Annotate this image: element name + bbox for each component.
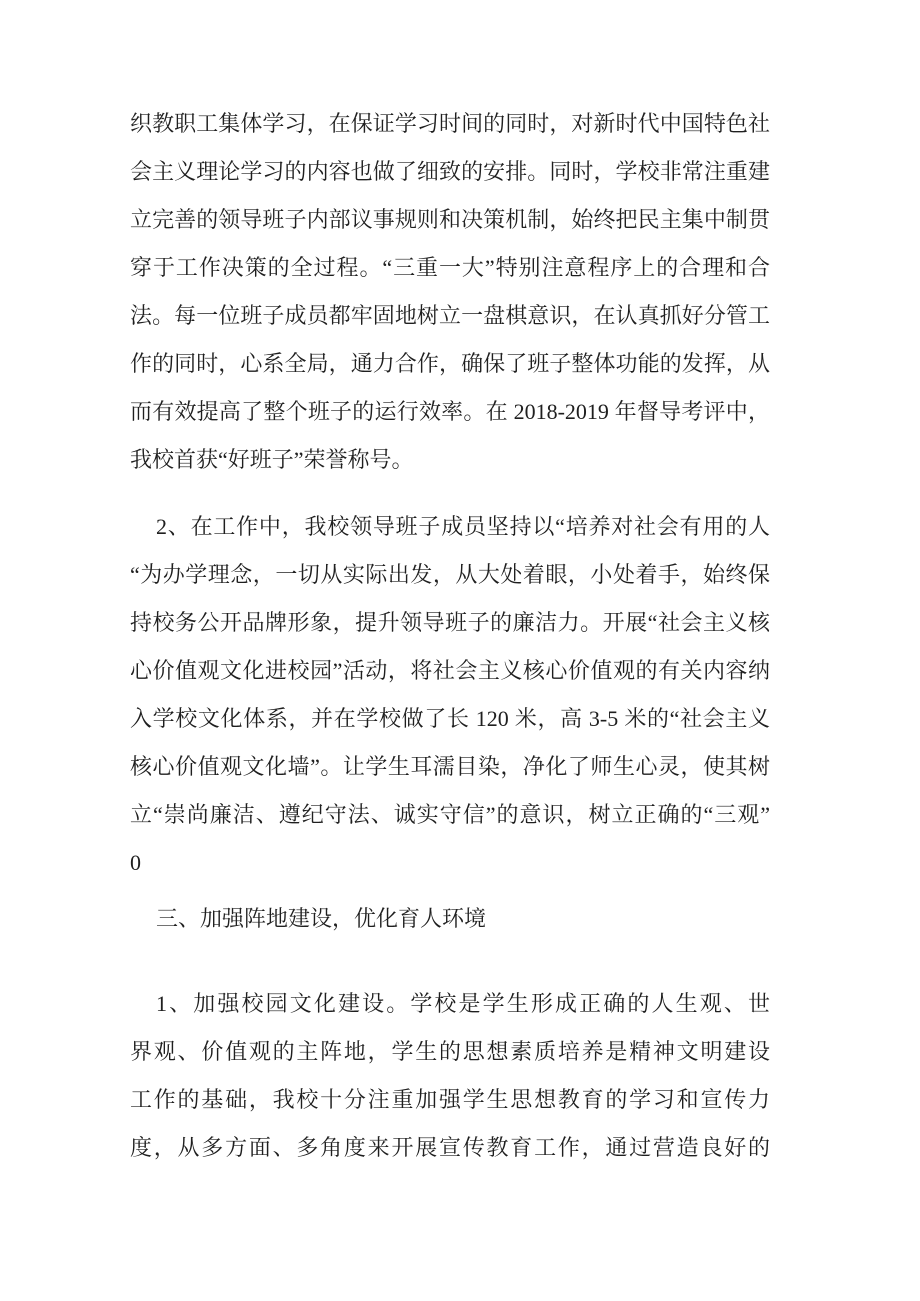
text-line: 立完善的领导班子内部议事规则和决策机制，始终把民主集中制贯: [130, 207, 770, 232]
paragraph-1: [130, 100, 770, 484]
text-line: 我校首获“好班子”荣誉称号。: [130, 447, 414, 472]
text-line: 会主义理论学习的内容也做了细致的安排。同时，学校非常注重建: [130, 159, 770, 184]
text-line: 界观、价值观的主阵地，学生的思想素质培养是精神文明建设: [130, 1039, 770, 1064]
text-line: “为办学理念，一切从实际出发，从大处着眼，小处着手，始终保: [130, 562, 770, 587]
text-line: 度，从多方面、多角度来开展宣传教育工作，通过营造良好的: [130, 1135, 770, 1160]
text-line: 立“崇尚廉洁、遵纪守法、诚实守信”的意识，树立正确的“三观”: [130, 802, 770, 827]
paragraph-3: [130, 980, 770, 1172]
text-line: 入学校文化体系，并在学校做了长 120 米，高 3-5 米的“社会主义: [130, 706, 770, 731]
text-line: 持校务公开品牌形象，提升领导班子的廉洁力。开展“社会主义核: [130, 610, 770, 635]
text-line: 织教职工集体学习，在保证学习时间的同时，对新时代中国特色社: [130, 111, 770, 136]
paragraph-2: [130, 503, 770, 887]
text-line: 穿于工作决策的全过程。“三重一大”特别注意程序上的合理和合: [130, 255, 770, 280]
text-line: 2、在工作中，我校领导班子成员坚持以“培养对社会有用的人: [156, 514, 770, 539]
text-line: 法。每一位班子成员都牢固地树立一盘棋意识，在认真抓好分管工: [130, 303, 770, 328]
text-line: 工作的基础，我校十分注重加强学生思想教育的学习和宣传力: [130, 1087, 770, 1112]
section-heading: 三、加强阵地建设，优化育人环境: [156, 906, 487, 931]
text-line: 心价值观文化进校园”活动，将社会主义核心价值观的有关内容纳: [130, 658, 770, 683]
text-line: 作的同时，心系全局，通力合作，确保了班子整体功能的发挥，从: [130, 351, 770, 376]
text-line: 1、加强校园文化建设。学校是学生形成正确的人生观、世: [156, 991, 770, 1016]
text-line: 而有效提高了整个班子的运行效率。在 2018-2019 年督导考评中，: [130, 399, 770, 424]
text-line: 0: [130, 850, 141, 875]
text-line: 核心价值观文化墙”。让学生耳濡目染，净化了师生心灵，使其树: [130, 754, 770, 779]
